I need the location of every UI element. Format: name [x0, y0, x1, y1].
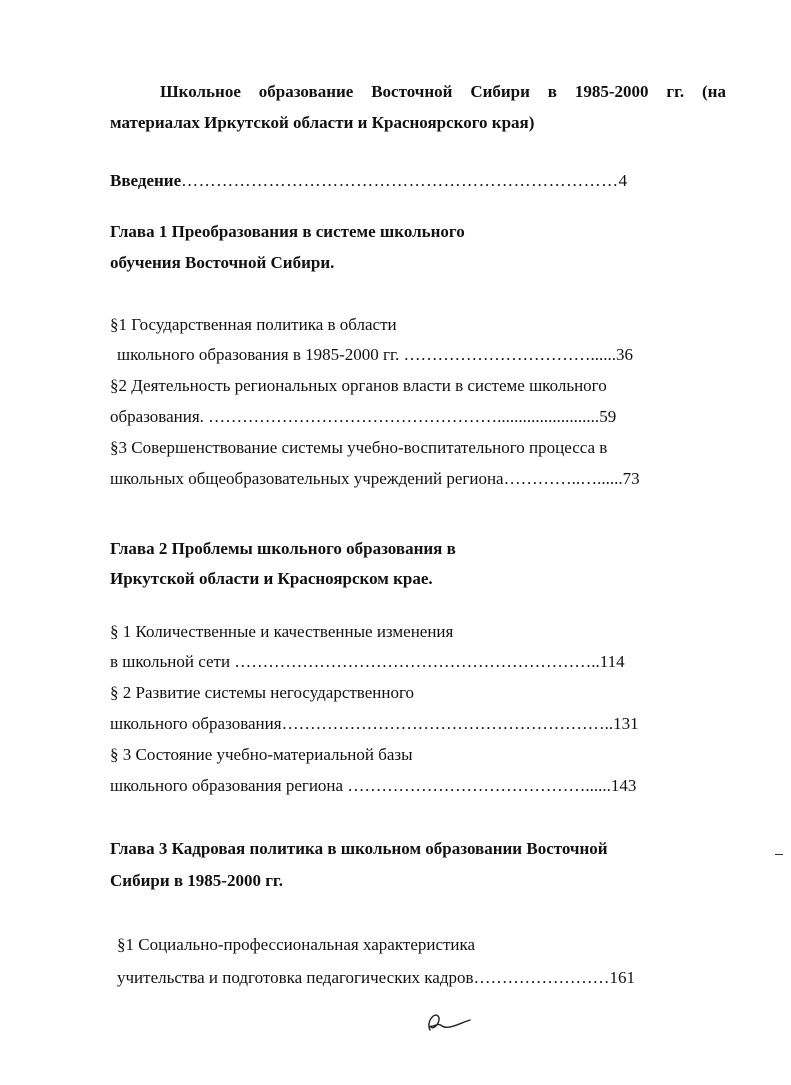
section-2-2-page: 131: [613, 714, 639, 733]
section-1-3-line-2: [110, 468, 640, 490]
chapter2-heading-line-2: Иркутской области и Красноярском крае.: [110, 569, 433, 588]
intro-dots: …………………………………………………………………: [181, 171, 619, 190]
section-3-1-text: учительства и подготовка педагогических кадров……………………: [117, 968, 610, 987]
section-2-2-line-1: § 2 Развитие системы негосударственного: [110, 683, 415, 702]
handwritten-signature: [424, 1008, 474, 1036]
title-word: Школьное: [160, 82, 241, 101]
section-1-3-page: 73: [622, 469, 640, 488]
section-2-2-text: школьного образования…………………………………………………..: [110, 714, 614, 733]
section-3-1-line-2: [117, 967, 635, 989]
section-1-1-line-1: §1 Государственная политика в области: [110, 315, 397, 334]
section-2-1-text: в школьной сети ………………………………………………………..: [110, 652, 600, 671]
section-1-3-line-1: §3 Совершенствование системы учебно-воспитательного процесса в: [110, 438, 608, 457]
title-word: Сибири: [470, 82, 530, 101]
section-2-1-page: 114: [599, 652, 625, 671]
title-word: (на: [702, 82, 726, 101]
section-2-3-line-2: [110, 775, 636, 797]
section-1-1-text: школьного образования в 1985-2000 гг. ……………………………......: [117, 345, 617, 364]
section-2-1-line-2: [110, 651, 625, 673]
toc-entry-intro: [110, 170, 627, 192]
intro-label: Введение: [110, 171, 182, 190]
section-3-1-page: 161: [609, 968, 636, 987]
title-word: образование: [258, 82, 354, 101]
section-2-3-page: 143: [610, 776, 637, 795]
intro-page: 4: [618, 171, 628, 190]
section-1-1-page: 36: [616, 345, 634, 364]
section-1-2-line-2: [110, 406, 616, 428]
section-3-1-line-1: §1 Социально-профессиональная характеристика: [117, 935, 476, 954]
title-word: 1985-2000: [574, 82, 649, 101]
section-1-2-page: 59: [599, 407, 617, 426]
margin-mark: [775, 854, 783, 855]
section-2-2-line-2: [110, 713, 639, 735]
document-title-line-1: [160, 81, 726, 103]
section-1-2-line-1: §2 Деятельность региональных органов власти в системе школьного: [110, 376, 607, 395]
section-1-3-text: школьных общеобразовательных учреждений региона…………..…......: [110, 469, 623, 488]
document-title-line-2: материалах Иркутской области и Красноярского края): [110, 113, 535, 132]
section-1-2-text: образования. ……………………………………………........................: [110, 407, 600, 426]
chapter1-heading-line-1: Глава 1 Преобразования в системе школьного: [110, 222, 465, 241]
section-1-1-line-2: [117, 344, 633, 366]
section-2-3-text: школьного образования региона ……………………………………......: [110, 776, 611, 795]
section-2-1-line-1: § 1 Количественные и качественные изменения: [110, 622, 454, 641]
section-2-3-line-1: § 3 Состояние учебно-материальной базы: [110, 745, 413, 764]
title-word: в: [547, 82, 557, 101]
title-word: гг.: [666, 82, 685, 101]
title-word: Восточной: [371, 82, 453, 101]
chapter2-heading-line-1: Глава 2 Проблемы школьного образования в: [110, 539, 456, 558]
chapter3-heading-line-2: Сибири в 1985-2000 гг.: [110, 871, 283, 890]
chapter1-heading-line-2: обучения Восточной Сибири.: [110, 253, 335, 272]
chapter3-heading-line-1: Глава 3 Кадровая политика в школьном образовании Восточной: [110, 839, 608, 858]
